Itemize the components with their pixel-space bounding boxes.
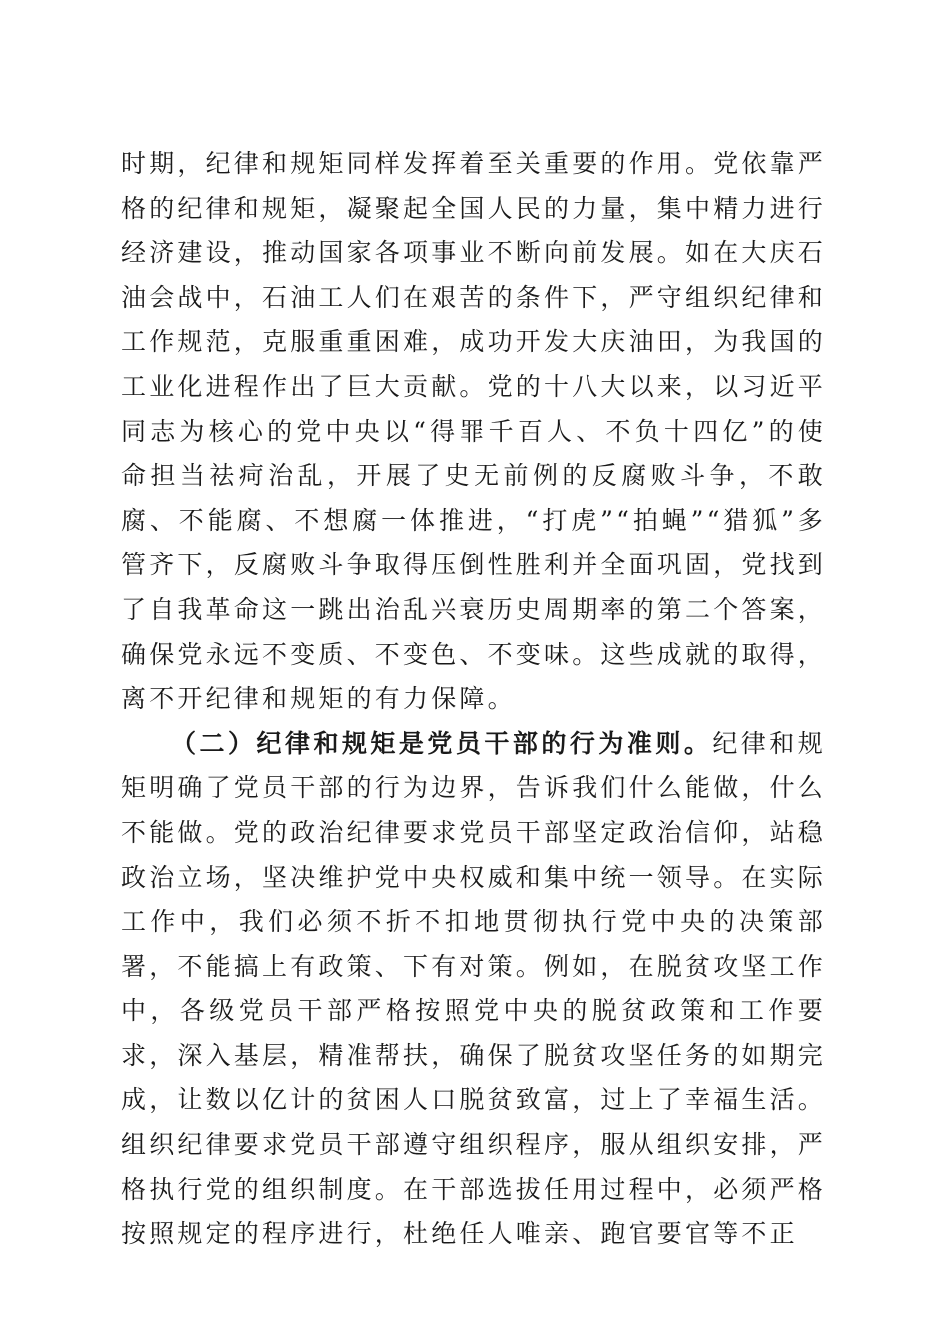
section-heading: （二）纪律和规矩是党员干部的行为准则。 <box>171 728 713 758</box>
document-body <box>121 142 826 1257</box>
section-body: 纪律和规矩明确了党员干部的行为边界，告诉我们什么能做，什么不能做。党的政治纪律要求党员干部坚定政治信仰，站稳政治立场，坚决维护党中央权威和集中统一领导。在实际工作中，我们必须不折不扣地贯彻执行党中央的决策部署，不能搞上有政策、下有对策。例如，在脱贫攻坚工作中，各级党员干部严格按照党中央的脱贫政策和工作要求，深入基层，精准帮扶，确保了脱贫攻坚任务的如期完成，让数以亿计的贫困人口脱贫致富，过上了幸福生活。组织纪律要求党员干部遵守组织程序，服从组织安排，严格执行党的组织制度。在干部选拔任用过程中，必须严格按照规定的程序进行，杜绝任人唯亲、跑官要官等不正 <box>121 728 827 1249</box>
paragraph-continuation: 时期，纪律和规矩同样发挥着至关重要的作用。党依靠严格的纪律和规矩，凝聚起全国人民的力量，集中精力进行经济建设，推动国家各项事业不断向前发展。如在大庆石油会战中，石油工人们在艰苦的条件下，严守组织纪律和工作规范，克服重重困难，成功开发大庆油田，为我国的工业化进程作出了巨大贡献。党的十八大以来，以习近平同志为核心的党中央以“得罪千百人、不负十四亿”的使命担当祛疴治乱，开展了史无前例的反腐败斗争，不敢腐、不能腐、不想腐一体推进，“打虎”“拍蝇”“猎狐”多管齐下，反腐败斗争取得压倒性胜利并全面巩固，党找到了自我革命这一跳出治乱兴衰历史周期率的第二个答案，确保党永远不变质、不变色、不变味。这些成就的取得，离不开纪律和规矩的有力保障。 <box>121 149 827 714</box>
paragraph-section-two <box>121 722 826 1257</box>
